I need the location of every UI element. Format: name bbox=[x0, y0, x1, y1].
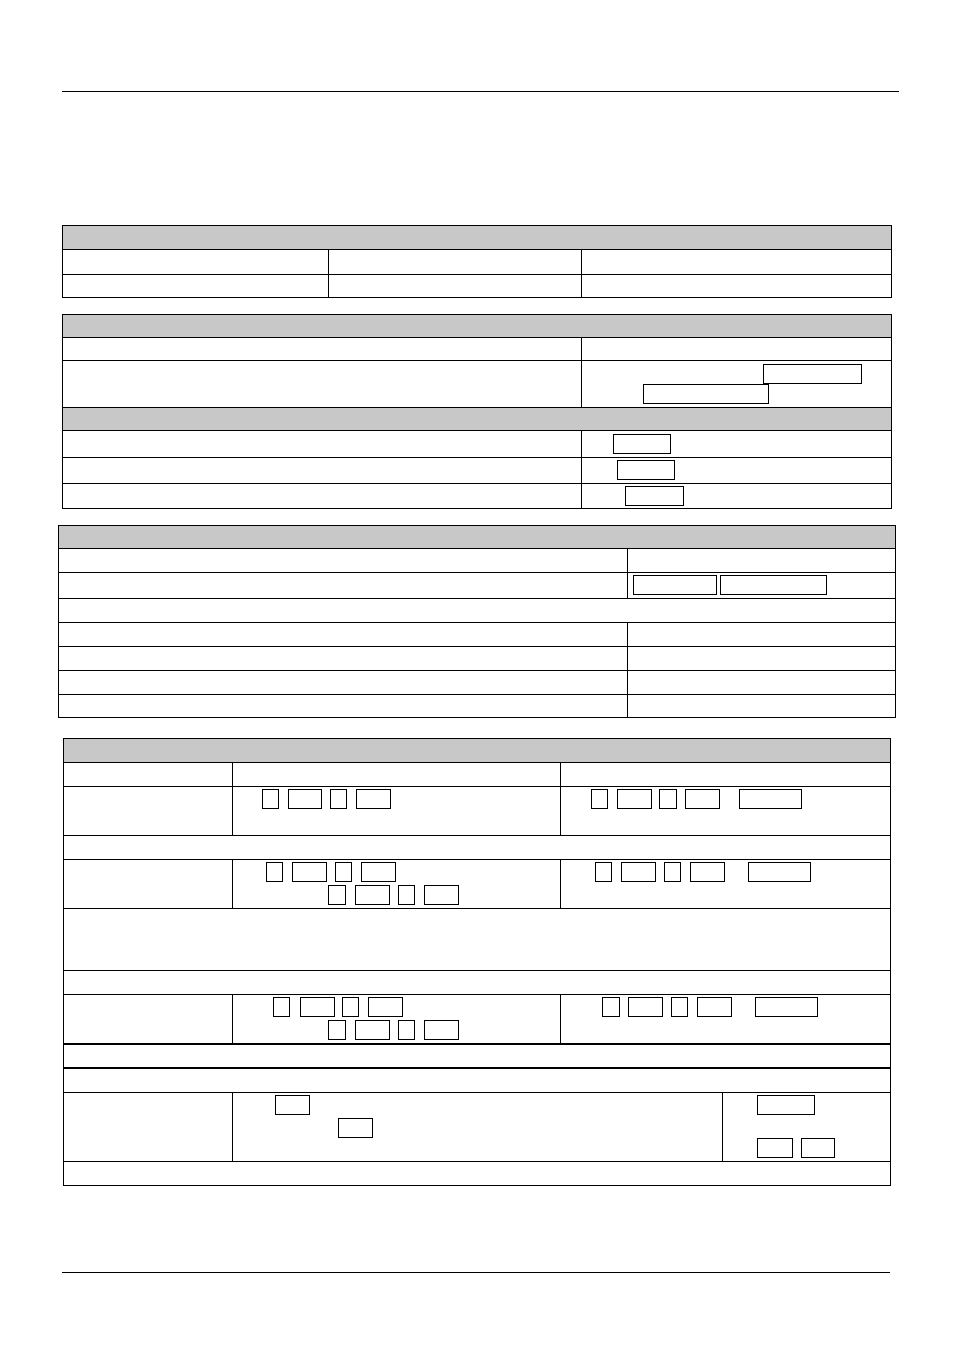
section-2-header-bar bbox=[63, 315, 891, 338]
input-field[interactable] bbox=[739, 789, 802, 809]
input-field[interactable] bbox=[288, 789, 322, 809]
checkbox[interactable] bbox=[602, 997, 620, 1017]
input-field[interactable] bbox=[368, 997, 403, 1017]
checkbox[interactable] bbox=[328, 885, 346, 905]
section-3-table bbox=[58, 525, 896, 718]
section-1-header-bar bbox=[63, 226, 891, 250]
input-field[interactable] bbox=[755, 997, 818, 1017]
footer-rule bbox=[62, 1272, 890, 1273]
section-2-subheader-bar bbox=[63, 407, 891, 431]
input-field[interactable] bbox=[757, 1095, 815, 1115]
input-field[interactable] bbox=[633, 575, 717, 595]
input-field[interactable] bbox=[300, 997, 335, 1017]
input-field[interactable] bbox=[697, 997, 732, 1017]
checkbox[interactable] bbox=[671, 997, 688, 1017]
input-field[interactable] bbox=[621, 862, 656, 882]
checkbox[interactable] bbox=[398, 885, 415, 905]
section-3-header-bar bbox=[59, 526, 895, 549]
input-field[interactable] bbox=[685, 789, 720, 809]
checkbox[interactable] bbox=[342, 997, 359, 1017]
input-field[interactable] bbox=[617, 789, 652, 809]
section-2-table bbox=[62, 314, 892, 509]
input-field[interactable] bbox=[617, 460, 675, 480]
input-field[interactable] bbox=[748, 862, 811, 882]
checkbox[interactable] bbox=[398, 1020, 415, 1040]
input-field[interactable] bbox=[757, 1138, 793, 1158]
input-field[interactable] bbox=[801, 1138, 835, 1158]
input-field[interactable] bbox=[355, 1020, 390, 1040]
checkbox[interactable] bbox=[595, 862, 612, 882]
header-rule bbox=[62, 91, 899, 92]
input-field[interactable] bbox=[292, 862, 327, 882]
input-field[interactable] bbox=[424, 885, 459, 905]
checkbox[interactable] bbox=[273, 997, 290, 1017]
input-field[interactable] bbox=[690, 862, 725, 882]
input-field[interactable] bbox=[628, 997, 663, 1017]
input-field[interactable] bbox=[361, 862, 396, 882]
input-field[interactable] bbox=[763, 364, 862, 384]
section-1-table bbox=[62, 225, 892, 298]
checkbox[interactable] bbox=[659, 789, 677, 809]
input-field[interactable] bbox=[720, 575, 827, 595]
checkbox[interactable] bbox=[262, 789, 279, 809]
section-4-header-bar bbox=[64, 739, 890, 763]
input-field[interactable] bbox=[355, 885, 390, 905]
checkbox[interactable] bbox=[335, 862, 352, 882]
input-field[interactable] bbox=[338, 1118, 373, 1138]
input-field[interactable] bbox=[424, 1020, 459, 1040]
checkbox[interactable] bbox=[330, 789, 347, 809]
checkbox[interactable] bbox=[591, 789, 608, 809]
input-field[interactable] bbox=[613, 434, 671, 454]
input-field[interactable] bbox=[643, 384, 769, 404]
checkbox[interactable] bbox=[664, 862, 681, 882]
checkbox[interactable] bbox=[266, 862, 283, 882]
input-field[interactable] bbox=[625, 486, 684, 506]
input-field[interactable] bbox=[356, 789, 391, 809]
input-field[interactable] bbox=[275, 1095, 310, 1115]
section-4-table bbox=[63, 738, 891, 1186]
checkbox[interactable] bbox=[328, 1020, 346, 1040]
